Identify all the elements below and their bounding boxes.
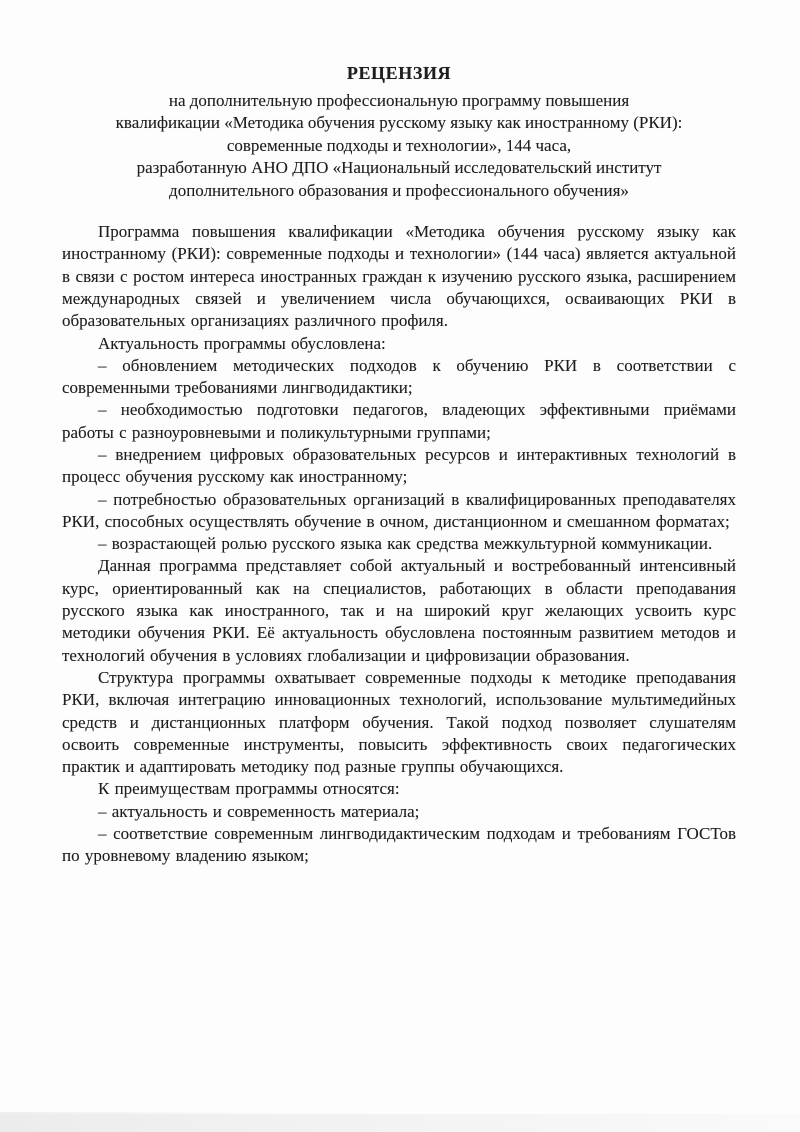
list-item-dash: – внедрением цифровых образовательных ресурсов и интерактивных технологий в процесс обучения русскому как иностранному; [62, 445, 736, 487]
subtitle-line: дополнительного образования и профессионального обучения» [169, 180, 629, 200]
document-title: РЕЦЕНЗИЯ [346, 63, 452, 83]
list-item-dash: – соответствие современным лингводидактическим подходам и требованиям ГОСТов по уровневому владению языком; [62, 824, 736, 866]
list-item-dash: – потребностью образовательных организаций в квалифицированных преподавателях РКИ, способных осуществлять обучение в очном, дистанционном и смешанном форматах; [62, 489, 736, 531]
document-subtitle [62, 90, 736, 202]
scan-artifact-bottom-shadow [0, 1114, 800, 1132]
document-content [62, 60, 736, 868]
paragraph-structure: Структура программы охватывает современные подходы к методике преподавания РКИ, включая интеграцию инновационных технологий, использование мультимедийных средств и дистанционных платформ обучения. Такой подход позволяет слушателям освоить современные инструменты, повысить эффективность своих педагогических практик и адаптировать методику под разные группы обучающихся. [62, 667, 736, 777]
paragraph-advantages-heading: К преимуществам программы относятся: [98, 779, 400, 799]
document-body [62, 221, 736, 868]
list-item-dash: – необходимостью подготовки педагогов, владеющих эффективными приёмами работы с разноуровневыми и поликультурными группами; [62, 400, 736, 442]
paragraph-relevance-heading: Актуальность программы обусловлена: [98, 333, 386, 353]
subtitle-line: современные подходы и технологии», 144 часа, [226, 135, 572, 155]
list-item-dash: – возрастающей ролью русского языка как средства межкультурной коммуникации. [98, 534, 713, 554]
list-item-dash: – актуальность и современность материала; [98, 801, 420, 821]
list-item-dash: – обновлением методических подходов к обучению РКИ в соответствии с современными требованиями лингводидактики; [62, 355, 736, 398]
subtitle-line: разработанную АНО ДПО «Национальный исследовательский институт [136, 158, 662, 178]
paragraph-program-description: Данная программа представляет собой актуальный и востребованный интенсивный курс, ориентированный как на специалистов, работающих в области преподавания русского языка как иностранного, так и на широкий круг желающих усвоить курс методики обучения РКИ. Её актуальность обусловлена постоянным развитием методов и технологий обучения в условиях глобализации и цифровизации образования. [62, 556, 736, 665]
subtitle-line: квалификации «Методика обучения русскому языку как иностранному (РКИ): [115, 113, 683, 133]
paragraph-intro: Программа повышения квалификации «Методика обучения русскому языку как иностранному (РКИ): современные подходы и технологии» (144 часа) является актуальной в связи с ростом интереса иностранных граждан к изучению русского языка, расширением международных связей и увеличением числа обучающихся, осваивающих РКИ в образовательных организациях различного профиля. [62, 222, 736, 331]
subtitle-line: на дополнительную профессиональную программу повышения [168, 91, 630, 110]
